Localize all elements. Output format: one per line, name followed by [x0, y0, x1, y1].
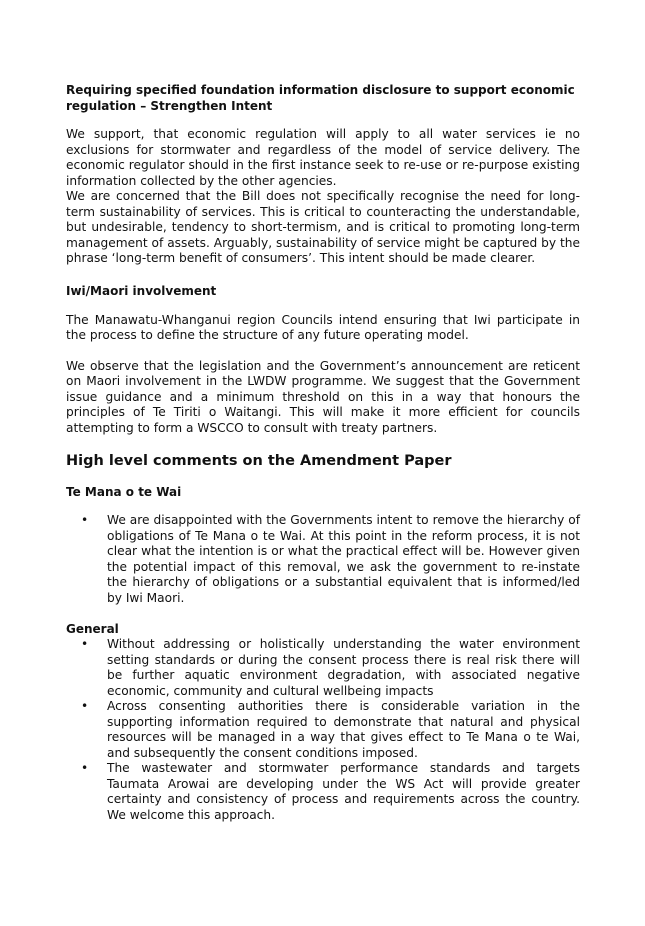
list-item-text: Without addressing or holistically understanding the water environment setting standards or during the consent process there is real risk there will be further aquatic environment degradation, with associated negative economic, community and cultural wellbeing impacts: [107, 637, 580, 698]
bullet-glyph: •: [81, 699, 89, 713]
bullet-glyph: •: [81, 513, 89, 527]
general-bullet-list: [81, 637, 580, 823]
list-item: [81, 761, 580, 823]
section-heading-amendment-paper: High level comments on the Amendment Paper: [66, 453, 452, 469]
section-heading-iwi-maori: Iwi/Maori involvement: [66, 283, 217, 298]
list-item: [81, 699, 580, 761]
subheading-te-mana-o-te-wai: Te Mana o te Wai: [66, 485, 182, 499]
paragraph-long-term-sustainability: We are concerned that the Bill does not specifically recognise the need for long-term sustainability of services. This is critical to counteracting the understandable, but undesirable, tendency to short-termism, and is critical to promoting long-term management of assets. Arguably, sustainability of service might be captured by the phrase ‘long-term benefit of consumers’. This intent should be made clearer.: [66, 189, 580, 265]
bullet-glyph: •: [81, 761, 89, 775]
paragraph-maori-involvement: We observe that the legislation and the Government’s announcement are reticent on Maori involvement in the LWDW programme. We suggest that the Government issue guidance and a minimum threshold on this in a way that honours the principles of Te Tiriti o Waitangi. This will make it more efficient for councils attempting to form a WSCCO to consult with treaty partners.: [66, 358, 580, 435]
te-mana-bullet-list: [81, 513, 580, 606]
subheading-general: General: [66, 622, 119, 636]
bullet-glyph: •: [81, 637, 89, 651]
list-item-text: Across consenting authorities there is considerable variation in the supporting information required to demonstrate that natural and physical resources will be managed in a way that gives effect to Te Mana o te Wai, and subsequently the consent conditions imposed.: [107, 699, 580, 760]
list-item-text: We are disappointed with the Governments intent to remove the hierarchy of obligations of Te Mana o te Wai. At this point in the reform process, it is not clear what the intention is or what the practical effect will be. However given the potential impact of this removal, we ask the government to re-instate the hierarchy of obligations or a substantial equivalent that is informed/led by Iwi Maori.: [107, 513, 580, 605]
list-item: [81, 637, 580, 699]
paragraph-economic-regulation-support: We support, that economic regulation will apply to all water services ie no exclusions for stormwater and regardless of the model of service delivery. The economic regulator should in the first instance seek to re-use or re-purpose existing information collected by the other agencies.: [66, 127, 580, 188]
document-page: [66, 80, 580, 823]
paragraph-iwi-participation: The Manawatu-Whanganui region Councils intend ensuring that Iwi participate in the process to define the structure of any future operating model.: [66, 312, 580, 342]
list-item: [81, 513, 580, 606]
section-heading-economic-regulation: Requiring specified foundation information disclosure to support economic regulation – Strengthen Intent: [66, 83, 575, 113]
list-item-text: The wastewater and stormwater performance standards and targets Taumata Arowai are developing under the WS Act will provide greater certainty and consistency of process and requirements across the country. We welcome this approach.: [107, 761, 580, 822]
